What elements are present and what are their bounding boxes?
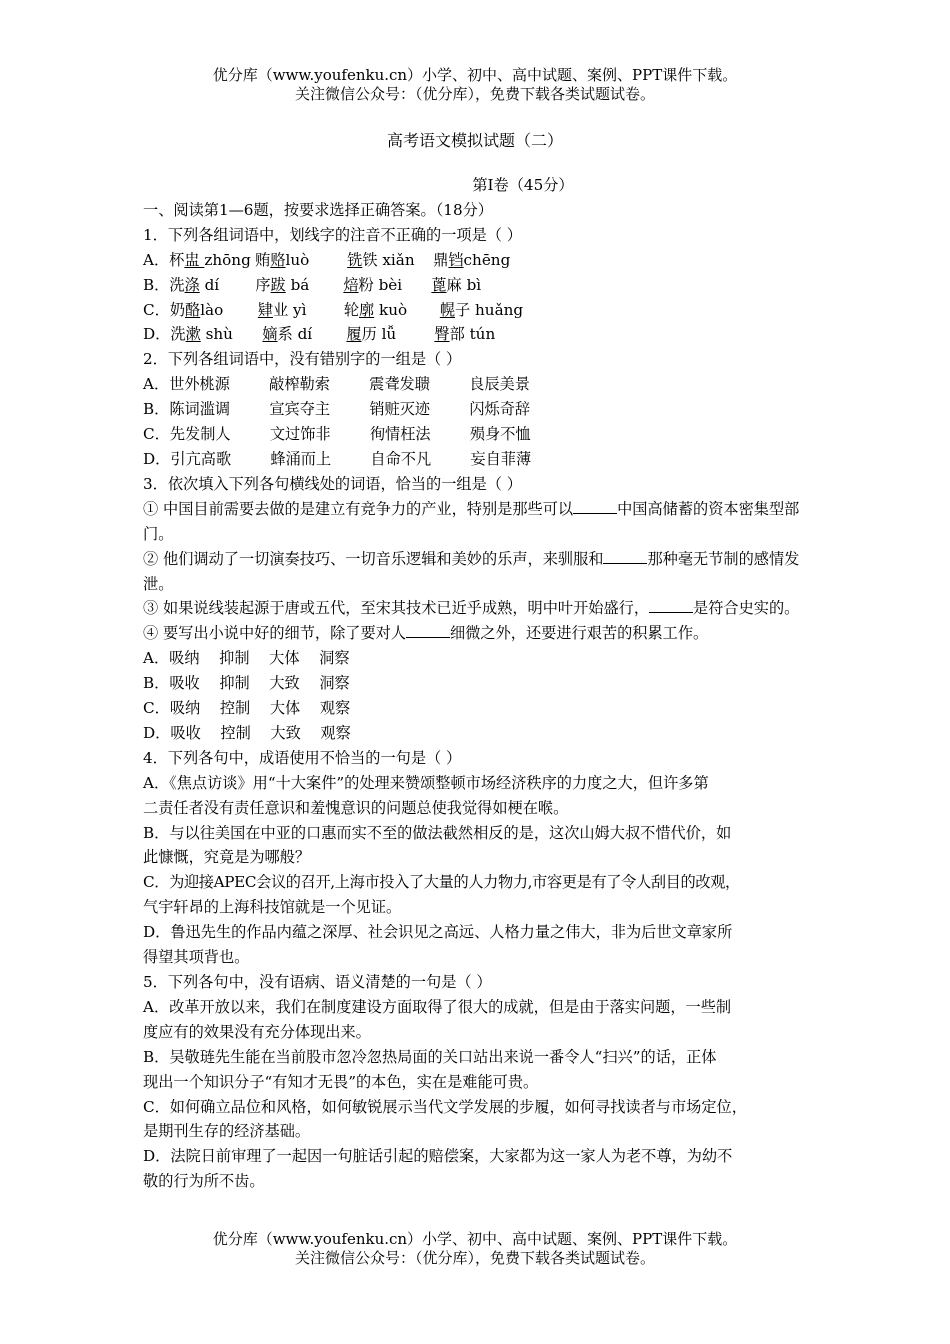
question-4-option-c-line-1: C．为迎接APEC会议的召开,上海市投入了大量的人力物力,市容更是有了令人刮目的改观，	[143, 873, 740, 892]
question-4-option-b-line-2: 此慷慨，究竟是为哪般？	[143, 848, 311, 867]
question-1-stem: 1．下列各组词语中，划线字的注音不正确的一项是（ ）	[143, 225, 522, 244]
footer-line-2: 关注微信公众号：（优分库），免费下载各类试题试卷。	[294, 1249, 655, 1267]
question-1-option-b	[143, 273, 813, 298]
option-label: D．	[143, 325, 171, 344]
question-3-sentence-1: ① 中国目前需要去做的是建立有竞争力的产业，特别是那些可以 中国高储蓄的资本密集型部门。	[143, 499, 800, 543]
fill-blank	[406, 623, 450, 638]
option-label: C．	[143, 300, 170, 319]
question-1-option-a	[143, 248, 813, 273]
question-4-option-a-line-2: 二责任者没有责任意识和羞愧意识的问题总使我觉得如梗在喉。	[143, 798, 569, 817]
page-header	[0, 66, 950, 104]
question-1-option-d	[143, 322, 813, 347]
question-4-option-d-line-1: D．鲁迅先生的作品内蕴之深厚、社会识见之高远、人格力量之伟大，非为后世文章家所	[143, 923, 733, 942]
question-2-option-c: C．先发制人 文过饰非 徇情枉法 殒身不恤	[143, 425, 531, 444]
pinyin-item: 臀部 tún	[434, 325, 496, 344]
question-3-option-a: A．吸纳 抑制 大体 洞察	[143, 649, 350, 668]
pinyin-item: 序跋 bá	[255, 275, 310, 294]
question-5-stem: 5．下列各句中，没有语病、语义清楚的一句是（ ）	[143, 973, 492, 991]
fill-blank	[649, 598, 693, 613]
pinyin-item: 洗涤 dí	[169, 275, 220, 294]
question-5-option-d-line-2: 敬的行为所不齿。	[143, 1172, 265, 1191]
question-2-option-a: A．世外桃源 敲榨勒索 震聋发聩 良辰美景	[143, 375, 530, 394]
question-4-stem: 4．下列各句中，成语使用不恰当的一句是（ ）	[143, 748, 462, 767]
pinyin-item: 幌子 huǎng	[439, 300, 524, 319]
question-4-option-d-line-2: 得望其项背也。	[143, 948, 250, 967]
option-label: A．	[143, 250, 170, 269]
question-5-option-c-line-1: C．如何确立品位和风格，如何敏锐展示当代文学发展的步履，如何寻找读者与市场定位，	[143, 1097, 747, 1116]
question-5-option-b-line-1: B．吴敬琏先生能在当前股市忽冷忽热局面的关口站出来说一番令人“扫兴”的话，正体	[143, 1047, 717, 1066]
pinyin-item: 杯盅 zhōng	[169, 250, 251, 269]
pinyin-item: 焙粉 bèi	[343, 275, 403, 294]
question-3-sentence-2: ② 他们调动了一切演奏技巧、一切音乐逻辑和美妙的乐声，来驯服和 那种毫无节制的感情发泄。	[143, 549, 800, 593]
pinyin-item: 铣铁 xiǎn	[347, 250, 415, 269]
pinyin-item: 蓖麻 bì	[431, 275, 482, 294]
document-title: 高考语文模拟试题（二）	[386, 131, 563, 150]
pinyin-item: 奶酪lào	[169, 300, 224, 319]
pinyin-item: 洗漱 shù	[170, 325, 233, 344]
question-3-stem: 3．依次填入下列各句横线处的词语，恰当的一组是（ ）	[143, 474, 522, 493]
question-5-option-d-line-1: D．法院日前审理了一起因一句脏话引起的赔偿案，大家都为这一家人为老不尊，为幼不	[143, 1147, 733, 1166]
question-4-option-a-line-1: A．《焦点访谈》用“十大案件”的处理来赞颂整顿市场经济秩序的力度之大，但许多第	[143, 773, 709, 792]
question-3-option-d: D．吸收 控制 大致 观察	[143, 723, 351, 742]
exam-body	[143, 173, 813, 1194]
page-footer	[0, 1230, 950, 1268]
fill-blank	[603, 549, 647, 564]
question-2-option-d: D．引亢高歌 蜂涌而上 自命不凡 妄自菲薄	[143, 449, 532, 468]
footer-line-1: 优分库（www.youfenku.cn）小学、初中、高中试题、案例、PPT课件下载。	[212, 1230, 738, 1248]
question-2-option-b: B．陈词滥调 宣宾夺主 销赃灭迹 闪烁奇辞	[143, 400, 531, 419]
pinyin-item: 履历 lǚ	[346, 325, 397, 344]
header-line-1: 优分库（www.youfenku.cn）小学、初中、高中试题、案例、PPT课件下载。	[212, 66, 738, 84]
section-title: 第Ⅰ卷（45分）	[472, 176, 574, 194]
question-4-option-b-line-1: B．与以往美国在中亚的口惠而实不至的做法截然相反的是，这次山姆大叔不惜代价，如	[143, 823, 732, 842]
pinyin-item: 轮廓 kuò	[343, 300, 408, 319]
pinyin-item: 嫡系 dí	[262, 325, 313, 344]
question-3-option-b: B．吸收 抑制 大致 洞察	[143, 674, 350, 693]
option-label: B．	[143, 275, 170, 294]
pinyin-item: 肄业 yì	[257, 300, 307, 319]
question-3-sentence-4: ④ 要写出小说中好的细节，除了要对人 细微之外，还要进行艰苦的积累工作。	[143, 624, 709, 643]
pinyin-item: 贿赂luò	[255, 250, 310, 269]
pinyin-item: 鼎铛chēng	[433, 250, 511, 269]
question-5-option-b-line-2: 现出一个知识分子“有知才无畏”的本色，实在是难能可贵。	[143, 1072, 539, 1091]
question-5-option-a-line-1: A．改革开放以来，我们在制度建设方面取得了很大的成就，但是由于落实问题，一些制	[143, 997, 732, 1016]
question-2-stem: 2．下列各组词语中，没有错别字的一组是（ ）	[143, 350, 462, 369]
question-3-sentence-3: ③ 如果说线装起源于唐或五代，至宋其技术已近乎成熟，明中叶开始盛行， 是符合史实的。	[143, 599, 800, 618]
part-one-instruction: 一、阅读第1—6题，按要求选择正确答案。（18分）	[143, 200, 493, 219]
fill-blank	[573, 499, 617, 514]
question-5-option-c-line-2: 是期刊生存的经济基础。	[143, 1122, 311, 1141]
header-line-2: 关注微信公众号：（优分库），免费下载各类试题试卷。	[294, 85, 655, 103]
question-4-option-c-line-2: 气宇轩昂的上海科技馆就是一个见证。	[143, 898, 402, 917]
question-1-option-c	[143, 298, 813, 323]
question-3-option-c: C．吸纳 控制 大体 观察	[143, 699, 351, 718]
question-5-option-a-line-2: 度应有的效果没有充分体现出来。	[143, 1022, 371, 1041]
